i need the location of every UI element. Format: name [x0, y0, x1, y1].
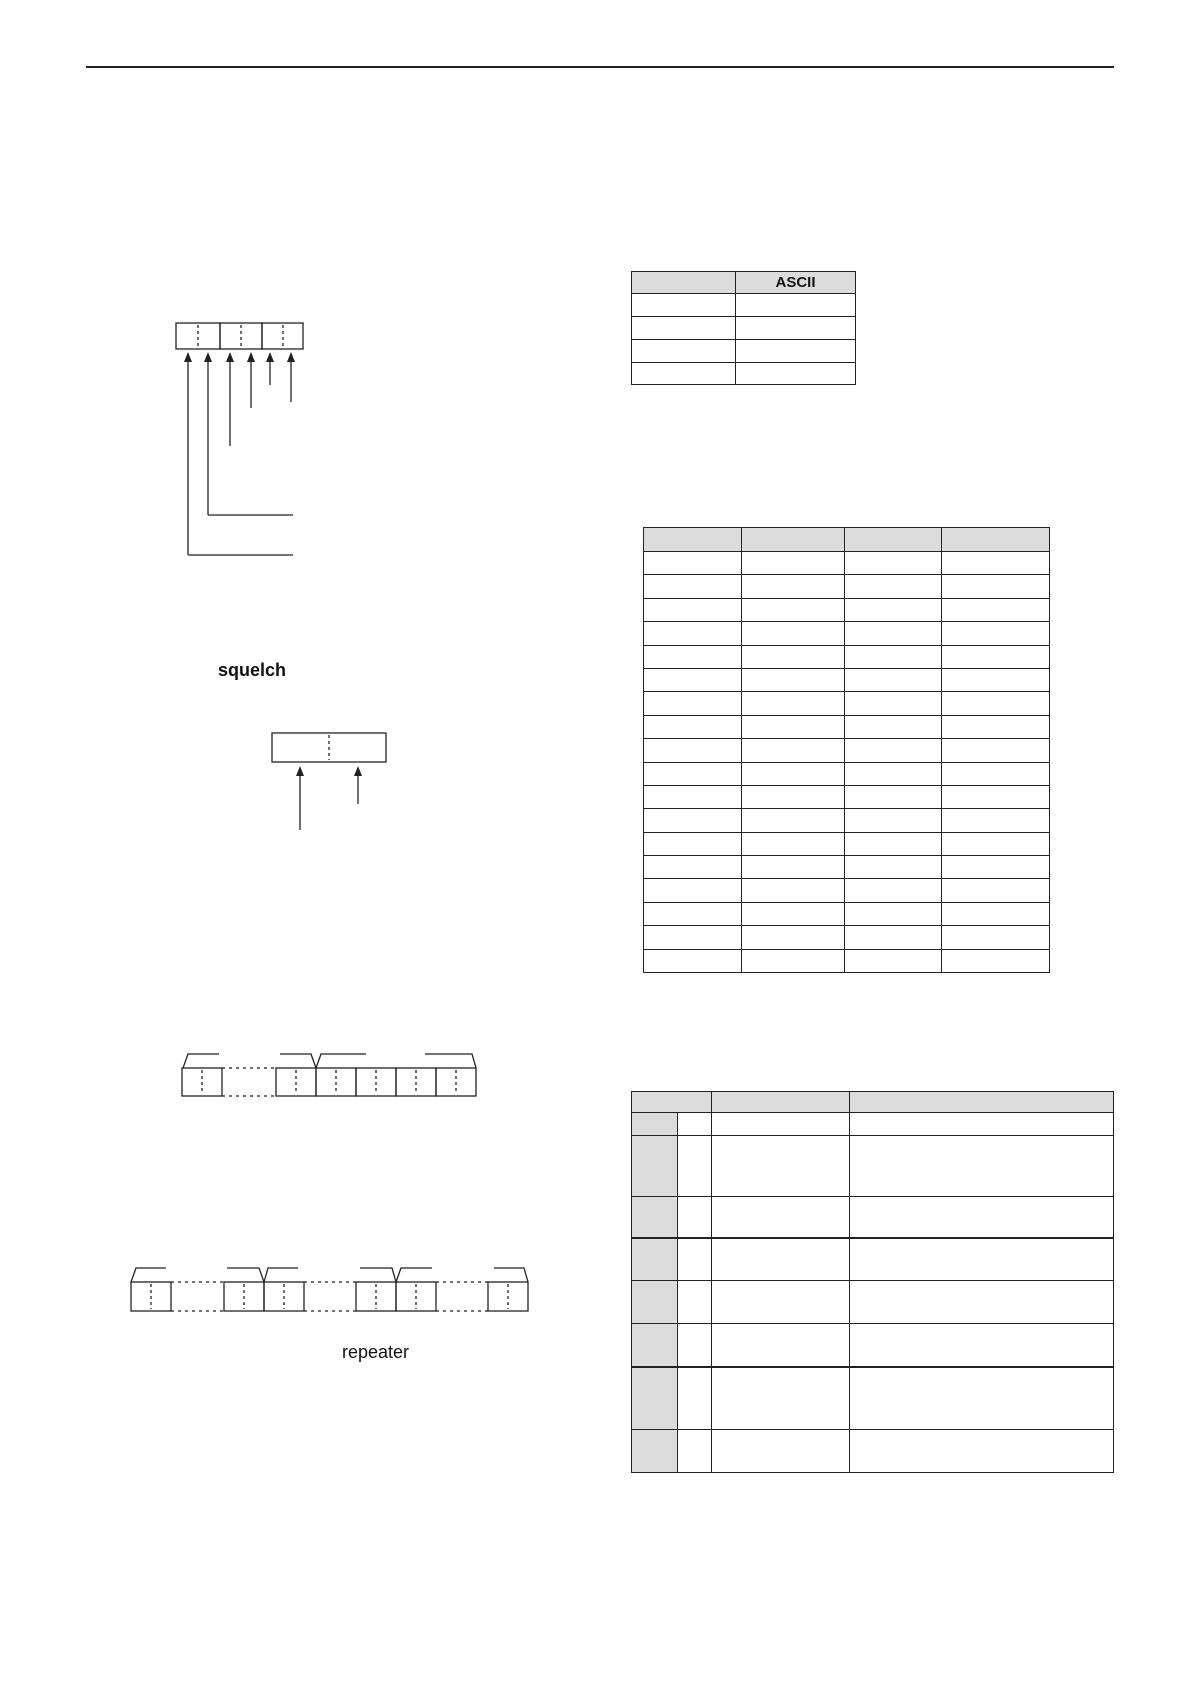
- table-cell: [845, 692, 942, 715]
- table-row: [644, 575, 1050, 598]
- table-cell: [644, 809, 742, 832]
- table-cell: [942, 902, 1050, 925]
- table-cell: [742, 832, 845, 855]
- table-row: [644, 715, 1050, 738]
- table-cell: [736, 340, 856, 363]
- table-cell: [632, 1197, 678, 1238]
- table-row: [644, 645, 1050, 668]
- table-cell: [644, 692, 742, 715]
- command-table-header: [632, 1092, 712, 1113]
- table-cell: [644, 762, 742, 785]
- table-cell: [632, 1238, 678, 1281]
- data-table-header: [942, 528, 1050, 552]
- table-row: [644, 692, 1050, 715]
- table-cell: [644, 832, 742, 855]
- table-cell: [632, 1367, 678, 1430]
- table-cell: [850, 1238, 1114, 1281]
- table-cell: [742, 785, 845, 808]
- table-cell: [644, 926, 742, 949]
- table-row: [644, 879, 1050, 902]
- table-cell: [742, 575, 845, 598]
- table-cell: [712, 1238, 850, 1281]
- table-cell: [644, 598, 742, 621]
- command-table-header: [850, 1092, 1114, 1113]
- table-cell: [850, 1197, 1114, 1238]
- data-table-header: [845, 528, 942, 552]
- table-cell: [845, 668, 942, 691]
- table-row: [644, 832, 1050, 855]
- table-row: [644, 622, 1050, 645]
- table-cell: [942, 949, 1050, 972]
- table-cell: [712, 1367, 850, 1430]
- command-table-header: [712, 1092, 850, 1113]
- table-cell: [942, 552, 1050, 575]
- table-cell: [742, 809, 845, 832]
- table-cell: [678, 1197, 712, 1238]
- table-cell: [742, 552, 845, 575]
- table-cell: [712, 1136, 850, 1197]
- table-cell: [632, 340, 736, 363]
- table-cell: [942, 575, 1050, 598]
- table-cell: [678, 1324, 712, 1367]
- table-row: [644, 902, 1050, 925]
- data-table-header: [742, 528, 845, 552]
- table-cell: [632, 1136, 678, 1197]
- table-cell: [850, 1430, 1114, 1473]
- table-cell: [712, 1324, 850, 1367]
- table-cell: [644, 739, 742, 762]
- table-cell: [845, 809, 942, 832]
- table-cell: [850, 1367, 1114, 1430]
- table-cell: [845, 645, 942, 668]
- table-cell: [632, 1430, 678, 1473]
- table-cell: [850, 1136, 1114, 1197]
- data-table-header: [644, 528, 742, 552]
- table-row: [644, 926, 1050, 949]
- table-cell: [678, 1430, 712, 1473]
- table-cell: [942, 739, 1050, 762]
- table-cell: [712, 1430, 850, 1473]
- table-cell: [845, 739, 942, 762]
- table-cell: [845, 552, 942, 575]
- table-row: [644, 949, 1050, 972]
- table-cell: [632, 1324, 678, 1367]
- data-table: [643, 527, 1050, 973]
- table-cell: [845, 622, 942, 645]
- table-cell: [632, 1113, 678, 1136]
- table-cell: [942, 785, 1050, 808]
- table-cell: [845, 785, 942, 808]
- table-cell: [742, 739, 845, 762]
- table-cell: [845, 879, 942, 902]
- table-cell: [845, 598, 942, 621]
- table-cell: [742, 622, 845, 645]
- table-cell: [845, 832, 942, 855]
- table-cell: [942, 856, 1050, 879]
- table-cell: [942, 622, 1050, 645]
- table-cell: [850, 1113, 1114, 1136]
- table-cell: [644, 949, 742, 972]
- table-row: [644, 552, 1050, 575]
- table-cell: [644, 622, 742, 645]
- table-cell: [742, 762, 845, 785]
- table-cell: [678, 1136, 712, 1197]
- table-cell: [742, 598, 845, 621]
- table-cell: [942, 809, 1050, 832]
- table-cell: [644, 785, 742, 808]
- table-cell: [850, 1281, 1114, 1324]
- table-cell: [845, 715, 942, 738]
- table-cell: [942, 762, 1050, 785]
- table-cell: [942, 598, 1050, 621]
- table-cell: [632, 1281, 678, 1324]
- table-cell: [644, 575, 742, 598]
- table-cell: [736, 294, 856, 317]
- table-cell: [942, 715, 1050, 738]
- table-cell: [742, 926, 845, 949]
- table-cell: [942, 879, 1050, 902]
- ascii-table: [631, 271, 856, 385]
- table-cell: [678, 1113, 712, 1136]
- table-cell: [845, 902, 942, 925]
- table-cell: [712, 1197, 850, 1238]
- table-cell: [850, 1324, 1114, 1367]
- table-cell: [632, 294, 736, 317]
- table-cell: [678, 1281, 712, 1324]
- ascii-table-header: ASCII: [736, 272, 856, 294]
- table-cell: [845, 762, 942, 785]
- table-cell: [742, 645, 845, 668]
- table-cell: [632, 363, 736, 385]
- table-row: [644, 598, 1050, 621]
- table-row: [644, 739, 1050, 762]
- table-cell: [736, 317, 856, 340]
- table-cell: [742, 715, 845, 738]
- table-cell: [644, 879, 742, 902]
- repeater-label: repeater: [342, 1342, 410, 1362]
- table-row: [644, 668, 1050, 691]
- table-cell: [644, 552, 742, 575]
- table-cell: [742, 902, 845, 925]
- table-cell: [644, 856, 742, 879]
- table-cell: [712, 1113, 850, 1136]
- table-cell: [632, 317, 736, 340]
- ascii-table-header: [632, 272, 736, 294]
- command-table: [631, 1091, 1114, 1473]
- table-cell: [845, 926, 942, 949]
- table-cell: [942, 692, 1050, 715]
- table-row: [644, 785, 1050, 808]
- table-cell: [644, 715, 742, 738]
- table-cell: [845, 949, 942, 972]
- table-row: [644, 809, 1050, 832]
- table-cell: [712, 1281, 850, 1324]
- table-cell: [942, 926, 1050, 949]
- table-cell: [742, 949, 845, 972]
- table-cell: [942, 668, 1050, 691]
- table-cell: [942, 645, 1050, 668]
- table-cell: [742, 668, 845, 691]
- squelch-label: squelch: [218, 660, 287, 680]
- table-cell: [845, 575, 942, 598]
- table-cell: [678, 1367, 712, 1430]
- table-cell: [942, 832, 1050, 855]
- table-cell: [644, 645, 742, 668]
- table-cell: [742, 692, 845, 715]
- table-cell: [644, 902, 742, 925]
- table-cell: [644, 668, 742, 691]
- table-cell: [742, 856, 845, 879]
- table-cell: [678, 1238, 712, 1281]
- table-row: [644, 762, 1050, 785]
- table-cell: [845, 856, 942, 879]
- table-cell: [736, 363, 856, 385]
- table-cell: [742, 879, 845, 902]
- table-row: [644, 856, 1050, 879]
